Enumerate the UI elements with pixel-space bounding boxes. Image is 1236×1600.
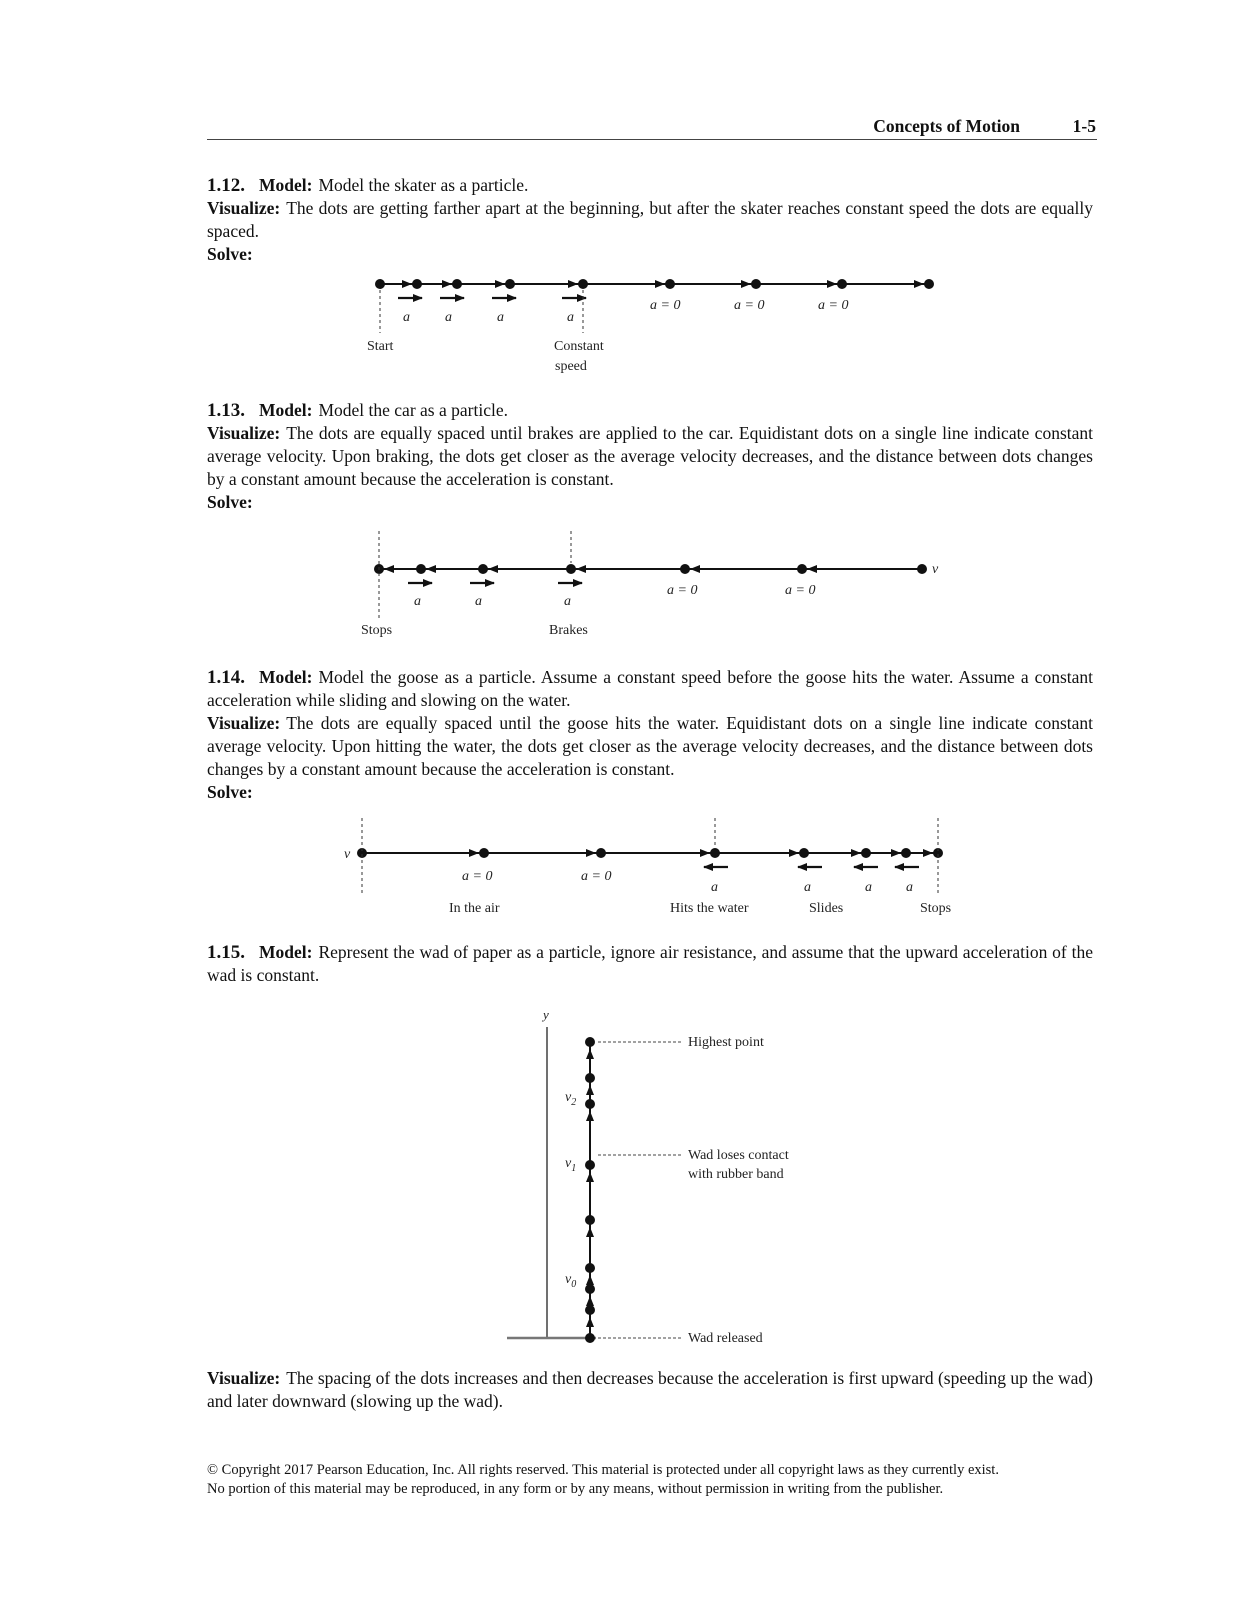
v-label: v — [344, 847, 351, 862]
dot — [478, 564, 488, 574]
dot — [799, 848, 809, 858]
loses-contact-label: with rubber band — [688, 1167, 784, 1182]
highest-point-label: Highest point — [688, 1035, 764, 1050]
running-header-title: Concepts of Motion — [873, 116, 1020, 136]
model-text: Model the goose as a particle. Assume a constant speed before the goose hits the water. Assume a constant acceleration while sliding and slowing on the water. — [207, 667, 1093, 710]
problem-1-15-visualize — [207, 1367, 1093, 1413]
dot — [797, 564, 807, 574]
car-motion-diagram — [361, 531, 939, 638]
a-zero-label: a = 0 — [818, 298, 849, 313]
diagram-captions — [361, 623, 588, 638]
dot — [901, 848, 911, 858]
dot — [585, 1305, 595, 1315]
model-text: Represent the wad of paper as a particle, ignore air resistance, and assume that the upward acceleration of the wad is constant. — [207, 942, 1093, 985]
a-zero-label: a = 0 — [462, 869, 493, 884]
v0-label: $v_0$ — [565, 1272, 577, 1290]
dot — [924, 279, 934, 289]
diagram-captions — [688, 1035, 789, 1346]
a-label: a — [403, 310, 410, 325]
loses-contact-label: Wad loses contact — [688, 1148, 789, 1163]
dot — [585, 1284, 595, 1294]
dot — [585, 1333, 595, 1343]
problem-1-13-model — [207, 399, 1093, 422]
problem-number: 1.14. — [207, 667, 245, 688]
velocity-labels — [565, 1090, 576, 1290]
diagram-captions — [367, 339, 604, 374]
visualize-label: Visualize: — [207, 713, 281, 733]
dot — [837, 279, 847, 289]
a-label: a — [475, 594, 482, 609]
visualize-text: The dots are getting farther apart at the beginning, but after the skater reaches constant speed the dots are equally spaced. — [207, 198, 1093, 241]
dot — [585, 1263, 595, 1273]
a-zero-label: a = 0 — [650, 298, 681, 313]
page-number: 1-5 — [1072, 116, 1096, 136]
visualize-label: Visualize: — [207, 1368, 281, 1388]
a-label: a — [414, 594, 421, 609]
problem-1-13-visualize — [207, 422, 1093, 491]
solve-label: Solve: — [207, 244, 253, 264]
wad-motion-diagram — [507, 1007, 789, 1346]
problem-number: 1.15. — [207, 942, 245, 963]
stops-label: Stops — [361, 623, 393, 638]
problem-1-14-visualize — [207, 712, 1093, 781]
dot — [585, 1160, 595, 1170]
dot — [505, 279, 515, 289]
dot — [665, 279, 675, 289]
problem-number: 1.13. — [207, 400, 245, 421]
model-label: Model: — [259, 942, 313, 962]
acceleration-labels — [344, 847, 913, 895]
a-label: a — [804, 880, 811, 895]
solve-label: Solve: — [207, 492, 253, 512]
dot — [585, 1073, 595, 1083]
visualize-text: The dots are equally spaced until the goose hits the water. Equidistant dots on a single line indicate constant average velocity. Upon hitting the water, the dots get closer as the average velocity decreases, and the distance between dots changes by a constant amount because the acceleration is constant. — [207, 713, 1093, 779]
a-label: a — [564, 594, 571, 609]
dot — [917, 564, 927, 574]
solve-label: Solve: — [207, 782, 253, 802]
dot — [861, 848, 871, 858]
a-label: a — [567, 310, 574, 325]
dot — [585, 1215, 595, 1225]
dot — [585, 1037, 595, 1047]
model-text: Model the skater as a particle. — [318, 175, 529, 195]
visualize-text: The dots are equally spaced until brakes are applied to the car. Equidistant dots on a single line indicate constant average velocity. Upon braking, the dots get closer as the average velocity decreases, and the distance between dots changes by a constant amount because the acceleration is constant. — [207, 423, 1093, 489]
a-label: a — [711, 880, 718, 895]
skater-motion-diagram — [367, 279, 934, 374]
leader-lines — [598, 1042, 682, 1338]
model-text: Model the car as a particle. — [318, 400, 508, 420]
stops-label: Stops — [920, 901, 952, 916]
dot — [412, 279, 422, 289]
visualize-label: Visualize: — [207, 198, 281, 218]
dot — [452, 279, 462, 289]
visualize-text: The spacing of the dots increases and then decreases because the acceleration is first upward (speeding up the wad) and later downward (slowing up the wad). — [207, 1368, 1093, 1411]
brakes-label: Brakes — [549, 623, 588, 638]
copyright-line: © Copyright 2017 Pearson Education, Inc. All rights reserved. This material is protected under all copyright laws as they currently exist. — [207, 1462, 999, 1478]
dot — [375, 279, 385, 289]
y-axis-label: y — [543, 1007, 549, 1022]
v2-label: $v_2$ — [565, 1090, 577, 1108]
dot — [585, 1099, 595, 1109]
dot — [751, 279, 761, 289]
dot — [680, 564, 690, 574]
constant-speed-label: speed — [555, 359, 587, 374]
a-zero-label: a = 0 — [667, 583, 698, 598]
diagram-captions — [449, 901, 951, 916]
dot — [596, 848, 606, 858]
a-label: a — [497, 310, 504, 325]
a-label: a — [906, 880, 913, 895]
visualize-label: Visualize: — [207, 423, 281, 443]
hits-water-label: Hits the water — [670, 901, 749, 916]
a-zero-label: a = 0 — [581, 869, 612, 884]
in-air-label: In the air — [449, 901, 500, 916]
dot — [710, 848, 720, 858]
dot — [566, 564, 576, 574]
a-zero-label: a = 0 — [785, 583, 816, 598]
start-label: Start — [367, 339, 394, 354]
problem-number: 1.12. — [207, 175, 245, 196]
v-label: v — [932, 562, 939, 577]
problem-1-14-model — [207, 666, 1093, 712]
a-label: a — [865, 880, 872, 895]
model-label: Model: — [259, 667, 313, 687]
a-label: a — [445, 310, 452, 325]
model-label: Model: — [259, 175, 313, 195]
model-label: Model: — [259, 400, 313, 420]
dot — [479, 848, 489, 858]
dot — [578, 279, 588, 289]
released-label: Wad released — [688, 1331, 763, 1346]
goose-motion-diagram — [344, 818, 951, 916]
acceleration-labels — [403, 298, 848, 325]
dot — [416, 564, 426, 574]
a-zero-label: a = 0 — [734, 298, 765, 313]
problem-1-15-model — [207, 941, 1093, 987]
constant-speed-label: Constant — [554, 339, 604, 354]
slides-label: Slides — [809, 901, 844, 916]
v1-label: $v_1$ — [565, 1156, 577, 1174]
copyright-notice: No portion of this material may be reproduced, in any form or by any means, without permission in writing from the publisher. — [207, 1481, 944, 1497]
